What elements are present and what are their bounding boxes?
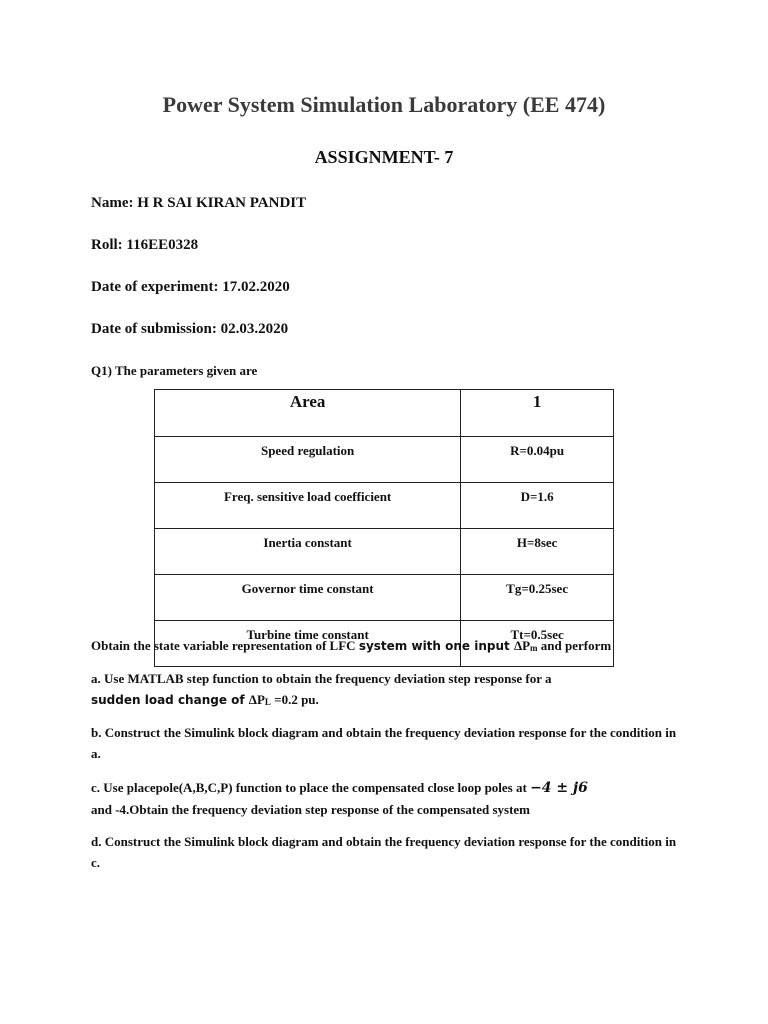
table-row (155, 483, 614, 529)
student-name: Name: H R SAI KIRAN PANDIT (91, 195, 307, 211)
task-intro-text: Obtain the state variable representation of LFC (91, 638, 359, 653)
table-header-cell: Area (155, 390, 461, 437)
delta-pl: ΔP (248, 692, 265, 707)
delta-pm-subscript: m (530, 643, 538, 653)
roll-number: Roll: 116EE0328 (91, 237, 199, 253)
pole-expression: −4 ± j6 (530, 780, 588, 796)
parameter-name: Governor time constant (155, 575, 461, 621)
task-intro (91, 635, 691, 659)
task-a (91, 668, 681, 713)
table-header-cell: 1 (461, 390, 614, 437)
task-a-line2-pre: sudden load change of (91, 693, 249, 707)
table-header-row (155, 390, 614, 437)
parameter-value: R=0.04pu (461, 437, 614, 483)
task-c-text: c. Use placepole(A,B,C,P) function to place the compensated close loop poles at (91, 780, 531, 795)
table-row (155, 575, 614, 621)
table-row (155, 529, 614, 575)
task-c (91, 777, 681, 820)
parameter-value: H=8sec (461, 529, 614, 575)
parameters-table (154, 389, 614, 667)
delta-pl-subscript: L (264, 697, 271, 707)
page-title: Power System Simulation Laboratory (EE 474) (162, 92, 606, 117)
parameter-value: Tg=0.25sec (461, 575, 614, 621)
task-intro-end: and perform (537, 638, 612, 653)
task-a-line2-post: =0.2 pu. (270, 692, 319, 707)
task-d: d. Construct the Simulink block diagram and obtain the frequency deviation response for the condition in c. (91, 834, 677, 870)
task-b: b. Construct the Simulink block diagram and obtain the frequency deviation response for the condition in a. (91, 725, 677, 761)
question-intro: Q1) The parameters given are (91, 363, 258, 378)
parameter-value: Tt=0.5sec (461, 621, 614, 667)
parameter-value: D=1.6 (461, 483, 614, 529)
submission-date: Date of submission: 02.03.2020 (91, 321, 289, 337)
delta-pm: ΔP (513, 638, 531, 653)
task-c-line1 (91, 777, 681, 799)
task-c-line2: and -4.Obtain the frequency deviation step response of the compensated system (91, 802, 530, 817)
assignment-heading: ASSIGNMENT- 7 (314, 147, 454, 167)
parameter-name: Speed regulation (155, 437, 461, 483)
parameter-name: Turbine time constant (155, 621, 461, 667)
task-a-line1: a. Use MATLAB step function to obtain the frequency deviation step response for a (91, 671, 552, 686)
task-a-line2 (91, 689, 681, 713)
table-row (155, 437, 614, 483)
experiment-date: Date of experiment: 17.02.2020 (91, 279, 290, 295)
parameter-name: Inertia constant (155, 529, 461, 575)
task-intro-text-2: system with one input (358, 639, 514, 653)
parameter-name: Freq. sensitive load coefficient (155, 483, 461, 529)
